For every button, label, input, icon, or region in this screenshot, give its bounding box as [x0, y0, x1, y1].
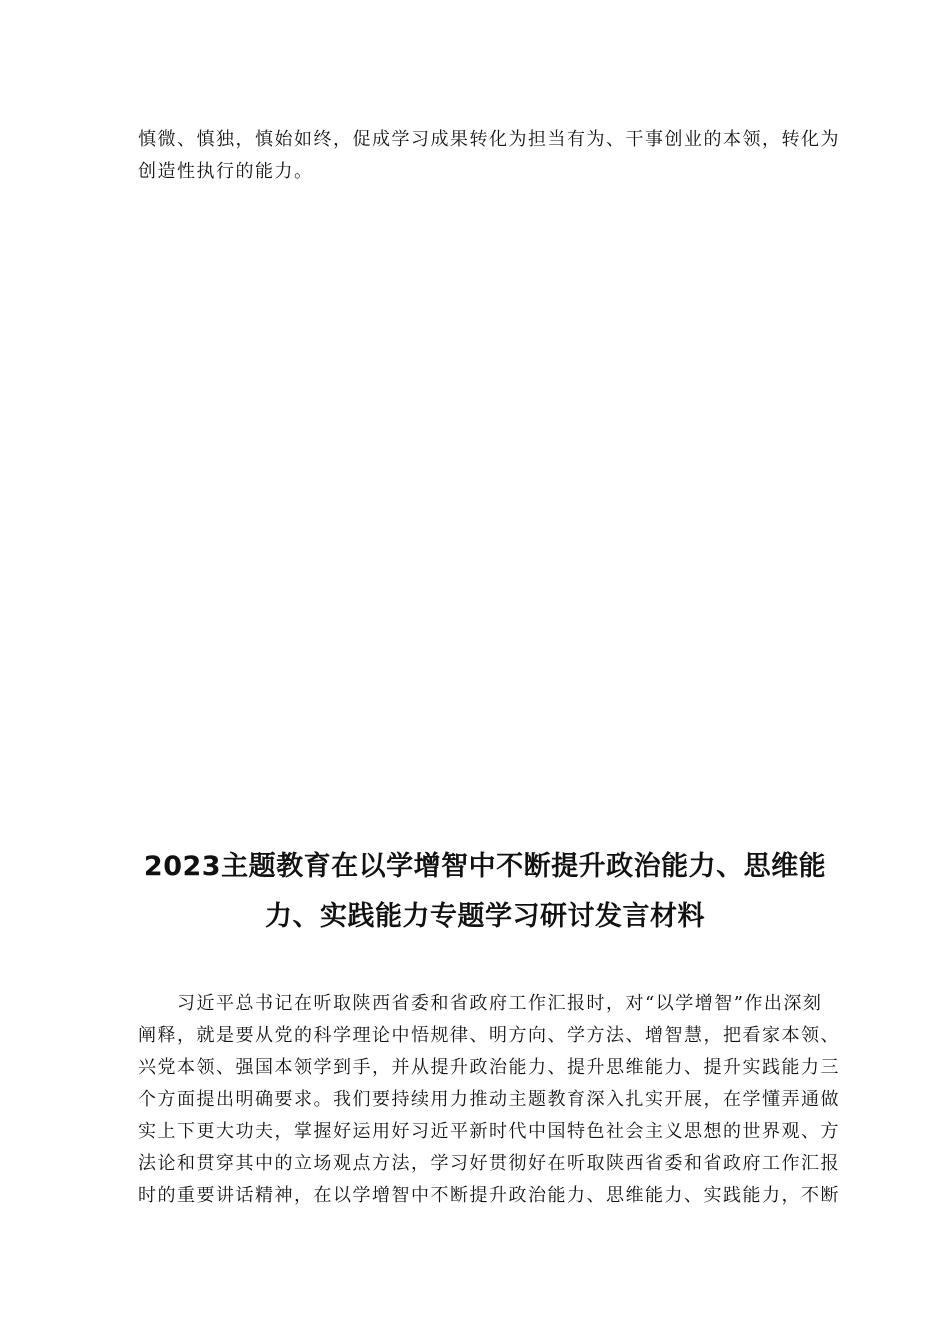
body-line: 习近平总书记在听取陕西省委和省政府工作汇报时，对“以学增智”作出深刻	[138, 993, 823, 1014]
document-title	[120, 842, 850, 942]
continuation-paragraph	[138, 124, 840, 188]
body-line: 实上下更大功夫，掌握好运用好习近平新时代中国特色社会主义思想的世界观、方	[138, 1121, 840, 1142]
body-line: 个方面提出明确要求。我们要持续用力推动主题教育深入扎实开展，在学懂弄通做	[138, 1089, 840, 1110]
continuation-line: 慎微、慎独，慎始如终，促成学习成果转化为担当有为、干事创业的本领，转化为	[138, 129, 840, 150]
body-paragraph	[138, 988, 840, 1212]
title-line: 力、实践能力专题学习研讨发言材料	[265, 901, 705, 932]
body-line: 阐释，就是要从党的科学理论中悟规律、明方向、学方法、增智慧，把看家本领、	[138, 1025, 840, 1046]
body-line: 法论和贯穿其中的立场观点方法，学习好贯彻好在听取陕西省委和省政府工作汇报	[138, 1153, 840, 1174]
body-line: 时的重要讲话精神，在以学增智中不断提升政治能力、思维能力、实践能力，不断	[138, 1185, 840, 1206]
body-line: 兴党本领、强国本领学到手，并从提升政治能力、提升思维能力、提升实践能力三	[138, 1057, 840, 1078]
title-line: 2023主题教育在以学增智中不断提升政治能力、思维能	[143, 851, 827, 882]
continuation-line: 创造性执行的能力。	[138, 161, 314, 182]
